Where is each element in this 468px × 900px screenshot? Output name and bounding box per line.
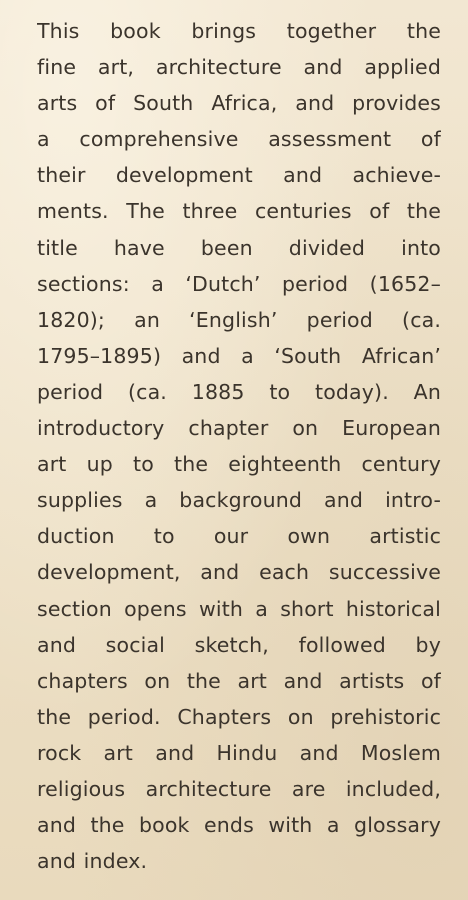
text-line: fine art, architecture and applied <box>37 55 441 80</box>
text-line: development, and each successive <box>37 560 441 585</box>
text-line: This book brings together the <box>37 19 441 43</box>
text-line: religious architecture are included, <box>37 776 441 801</box>
text-line: art up to the eighteenth century <box>37 452 441 477</box>
text-line: section opens with a short historical <box>37 596 441 621</box>
text-line: period (ca. 1885 to today). An <box>37 379 441 404</box>
text-line: rock art and Hindu and Moslem <box>37 740 441 765</box>
text-line: 1795–1895) and a ‘South African’ <box>37 343 441 368</box>
text-line: introductory chapter on European <box>37 416 441 441</box>
text-line: their development and achieve- <box>37 163 441 188</box>
text-line: and index. <box>37 849 148 874</box>
text-line: and social sketch, followed by <box>37 632 441 657</box>
text-line: the period. Chapters on prehistoric <box>37 704 441 729</box>
text-line: chapters on the art and artists of <box>37 668 441 693</box>
text-line: arts of South Africa, and provides <box>37 91 441 116</box>
text-line: 1820); an ‘English’ period (ca. <box>37 307 441 332</box>
text-line: supplies a background and intro- <box>37 488 441 513</box>
text-line: sections: a ‘Dutch’ period (1652– <box>37 271 441 296</box>
text-line: a comprehensive assessment of <box>37 127 441 152</box>
text-line: ments. The three centuries of the <box>37 199 441 224</box>
text-line: title have been divided into <box>37 235 441 260</box>
book-description <box>37 13 441 879</box>
text-line: and the book ends with a glossary <box>37 813 441 838</box>
text-line: duction to our own artistic <box>37 524 441 549</box>
